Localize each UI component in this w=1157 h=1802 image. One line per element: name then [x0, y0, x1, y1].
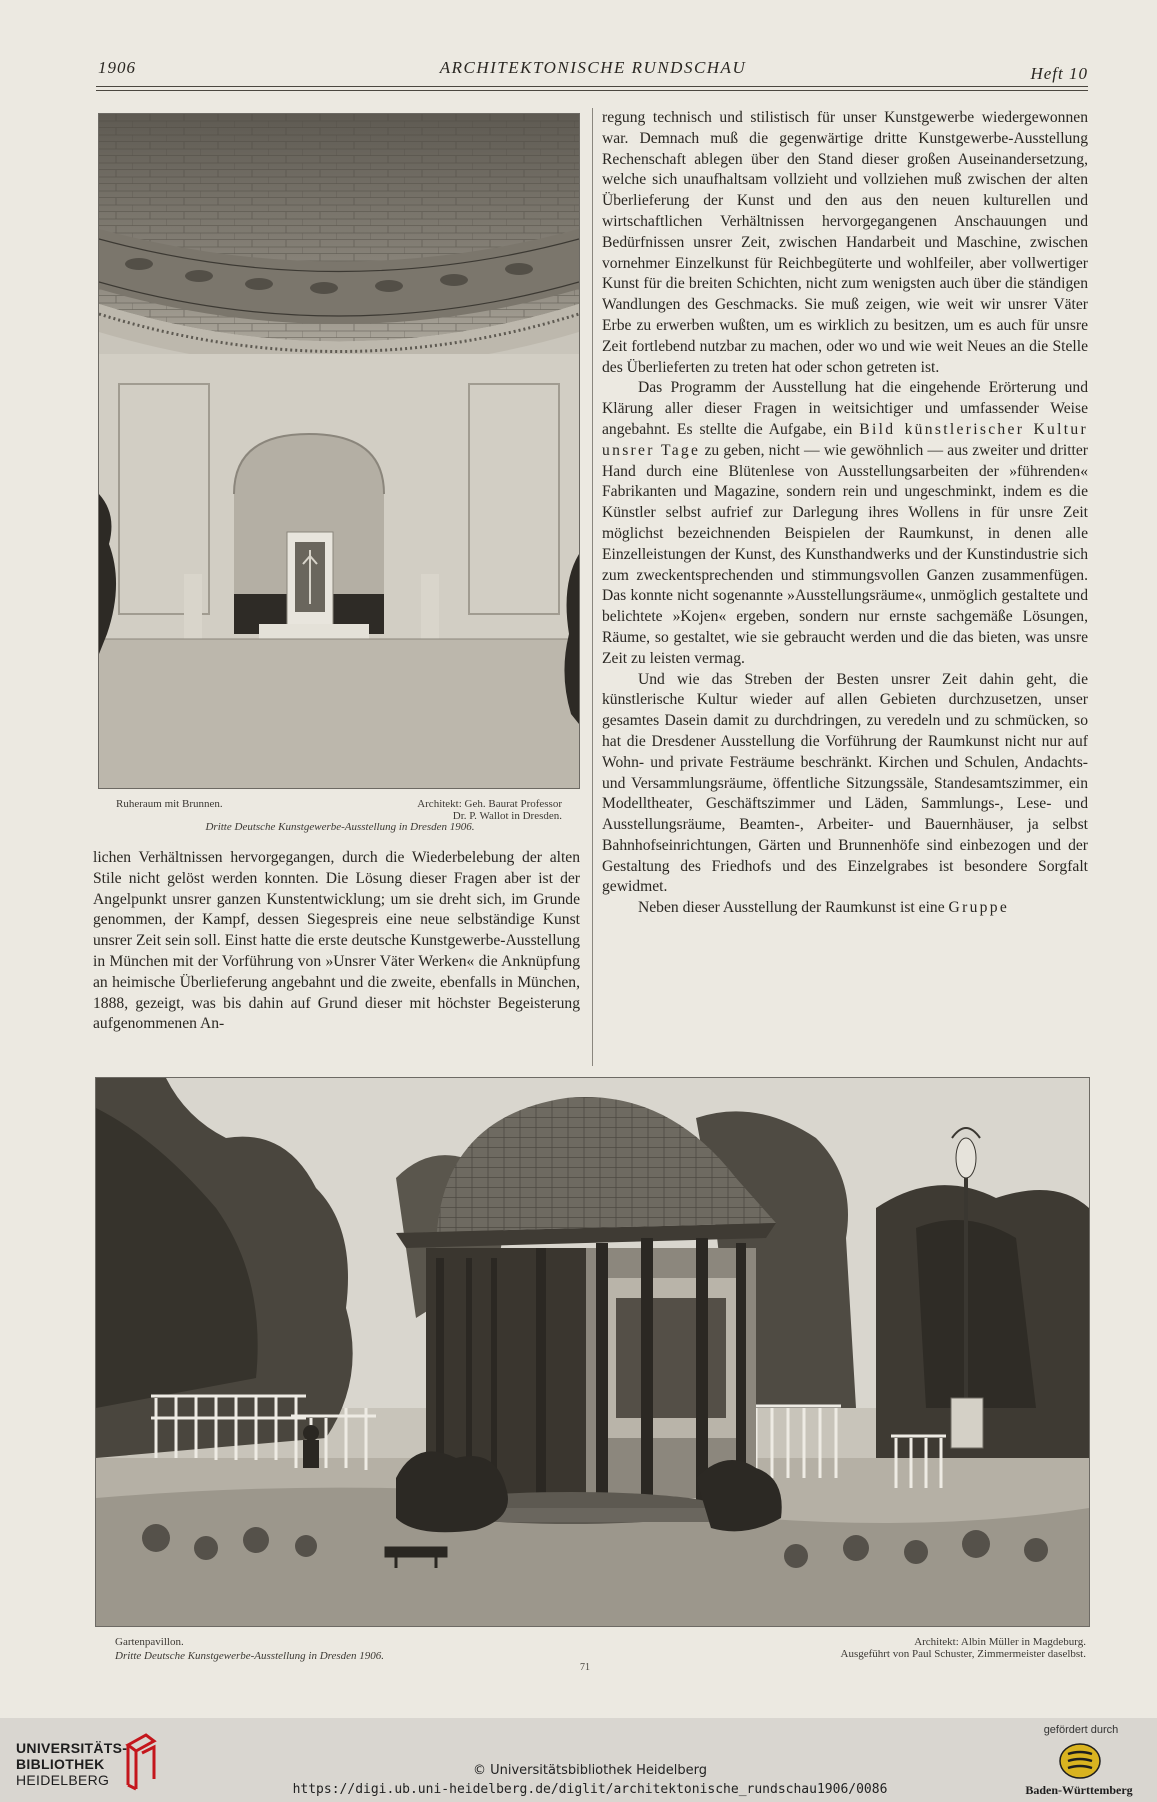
- caption-top-left: Ruheraum mit Brunnen.: [116, 798, 223, 810]
- caption-top-exhibition: Dritte Deutsche Kunstgewerbe-Ausstellung in Dresden 1906.: [205, 821, 475, 833]
- text-column-left: [93, 848, 580, 1035]
- permalink-url[interactable]: https://digi.ub.uni-heidelberg.de/diglit/architektonische_rundschau1906/0086: [292, 1782, 888, 1797]
- running-header: [98, 58, 1088, 86]
- paragraph: Das Programm der Ausstellung hat die eingehende Erörterung und Klärung aller dieser Fragen in weitsichtiger und umfassender Weise angebahnt. Es stellte die Aufgabe, ein Bild künstlerischer Kultur unsrer Tage zu geben, nicht — wie gewöhnlich — aus zweiter und dritter Hand durch eine Blütenlese von Ausstellungsarbeiten der »führenden« Fabrikanten und Magazine, sondern rein und ungeschminkt, indem es die Künstler selbst aufrief zur Darlegung ihres Wollens in für unsre Zeit möglichst bezeichnenden Beispielen der Raumkunst, in denen alle Einzelleistungen der Kunst, des Kunsthandwerks und der Kunstindustrie sich zum zweckentsprechenden und stimmungsvollen Ganzen zusammenfügen. Das konnte nicht sogenannte »Ausstellungsräume«, unmöglich gestaltete und belichtete »Kojen« ergeben, sondern nur ernste sachgemäße Lösungen, Räume, so gestaltet, wie sie gebraucht werden und die das bieten, was unsre Zeit zu leisten vermag.: [602, 379, 1089, 667]
- header-rule: [96, 86, 1088, 87]
- paragraph: Und wie das Streben der Besten unsrer Zeit dahin geht, die künstlerische Kultur wieder auf allen Gebieten durchzusetzen, unser gesamtes Dasein damit zu durchdringen, zu veredeln und zu schmücken, so hat die Dresdener Ausstellung die Vorführung der Raumkunst nicht nur auf Wohn- und private Festräume beschränkt. Kirchen und Schulen, Andachts- und Versammlungsräume, öffentliche Sitzungssäle, Standesamtszimmer, ein Modelltheater, Geschäftszimmer und Läden, Sammlungs-, Lese- und Ausstellungsräume, Beamten-, Arbeiter- und Bauernhäuser, ja selbst Bahnhofseinrichtungen, Gärten und Brunnenhöfe sind einbezogen und der Gestaltung des Friedhofs und des Einzelgrabes ist besondere Sorgfalt gewidmet.: [602, 670, 1088, 896]
- paragraph: Neben dieser Ausstellung der Raumkunst ist eine Gruppe: [638, 899, 1010, 917]
- library-name-line1: UNIVERSITÄTS-: [16, 1740, 128, 1756]
- funded-by-label: gefördert durch: [1043, 1724, 1119, 1736]
- coat-of-arms-icon[interactable]: [1058, 1742, 1102, 1780]
- copyright-notice: © Universitätsbibliothek Heidelberg: [472, 1763, 707, 1778]
- header-year: 1906: [98, 58, 136, 77]
- paragraph: lichen Verhältnissen hervorgegangen, durch die Wiederbelebung der alten Stile nicht gelöst werden konnten. Die Lösung dieser Fragen aber ist der Angelpunkt unsrer ganzen Kunstentwicklung; um sie dreht sich, im Grunde genommen, der Kampf, dessen Siegespreis eine neue selbständige Kunst unsrer Zeit sein soll. Einst hatte die erste deutsche Kunstgewerbe-Ausstellung in München mit der Vorführung von »Unsrer Väter Werken« die Anknüpfung an heimische Überlieferung angebahnt und die zweite, ebenfalls in München, 1888, gezeigt, was bis dahin auf Grund dieser mit höchster Begeisterung aufgenommenen An-: [93, 849, 580, 1033]
- photo-garden-pavilion: [95, 1077, 1090, 1627]
- spaced-emphasis: Bild künstlerischer Kultur unsrer Tage: [602, 420, 1088, 459]
- photo-rest-room-fountain: [98, 113, 580, 789]
- journal-title: ARCHITEKTONISCHE RUNDSCHAU: [439, 58, 747, 77]
- library-logo-icon[interactable]: [120, 1731, 160, 1793]
- library-name-line3: HEIDELBERG: [16, 1772, 110, 1788]
- library-name-line2: BIBLIOTHEK: [16, 1756, 105, 1772]
- spaced-emphasis: Gruppe: [948, 899, 1010, 917]
- funder-name: Baden-Württemberg: [1025, 1783, 1133, 1797]
- header-rule-double: [96, 90, 1088, 91]
- caption-top-architect-name: Dr. P. Wallot in Dresden.: [452, 810, 562, 822]
- caption-bottom-left: Gartenpavillon.: [115, 1636, 184, 1648]
- column-divider: [592, 108, 593, 1066]
- caption-top-right: [330, 798, 562, 822]
- paragraph: regung technisch und stilistisch für unser Kunstgewerbe wiedergewonnen war. Demnach muß die gegenwärtige dritte Kunstgewerbe-Ausstellung Rechenschaft ablegen über den Stand dieser großen Auseinandersetzung, welche sich unaufhaltsam vollzieht und vollziehen muß zwischen der alten Überlieferung der Kunst und den aus den neuen kulturellen und wirtschaftlichen Verhältnissen hervorgegangenen Anschauungen und Bedürfnissen unsrer Zeit, zwischen Handarbeit und Maschine, zwischen vornehmer Einzelkunst für Reichbegüterte und wohlfeiler, aber vollwertiger Kunst für die breiten Schichten, nicht zum wenigsten auch über die ständigen Wandlungen des Geschmacks. Sie muß zeigen, wie weit wir unsrer Väter Erbe zu erwerben wußten, um es wirklich zu besitzen, um es auch für unsre Zeit fortlebend nutzbar zu machen, oder wo und wie weit Neues an die Stelle des Überlieferten zu treten hat oder schon getreten ist.: [602, 109, 1088, 376]
- caption-top-architect: Architekt: Geh. Baurat Professor: [417, 798, 562, 810]
- caption-bottom-builder: Ausgeführt von Paul Schuster, Zimmermeister daselbst.: [840, 1648, 1086, 1660]
- caption-bottom-exhibition: Dritte Deutsche Kunstgewerbe-Ausstellung in Dresden 1906.: [115, 1650, 385, 1662]
- header-issue: Heft 10: [1030, 64, 1088, 83]
- text-column-right: [602, 108, 1088, 919]
- page-number: 71: [580, 1662, 590, 1673]
- caption-bottom-right: [690, 1636, 1086, 1660]
- caption-bottom-architect: Architekt: Albin Müller in Magdeburg.: [914, 1636, 1086, 1648]
